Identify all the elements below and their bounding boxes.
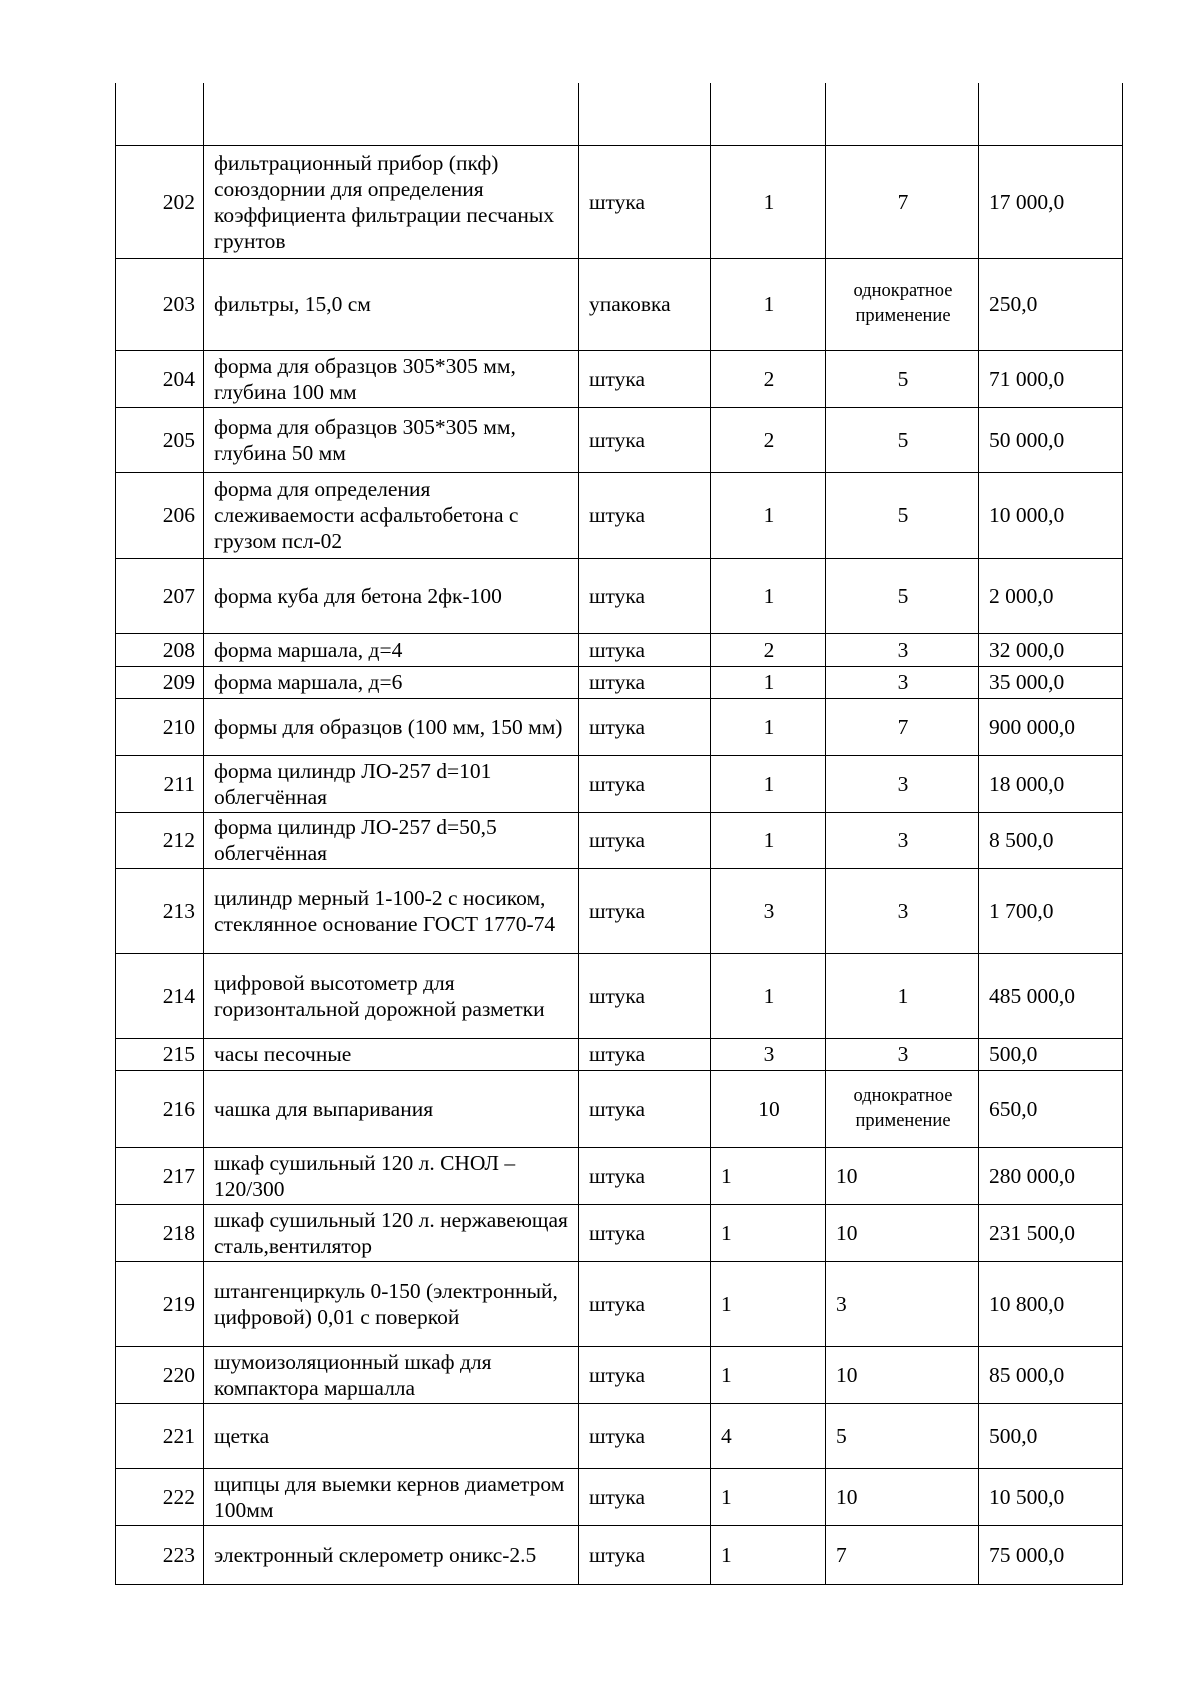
quantity-cell: 1 <box>711 1525 826 1584</box>
unit-cell: штука <box>579 558 711 633</box>
price-cell: 500,0 <box>979 1403 1123 1468</box>
item-name: шумоизоляционный шкаф для компактора маршалла <box>204 1346 579 1403</box>
item-name: форма маршала, д=6 <box>204 666 579 698</box>
unit-cell: штука <box>579 1038 711 1070</box>
row-number: 215 <box>116 1038 204 1070</box>
row-number: 210 <box>116 698 204 755</box>
table-row <box>116 83 1123 145</box>
service-life-cell: 3 <box>826 812 979 868</box>
item-name: форма цилиндр ЛО-257 d=50,5 облегчённая <box>204 812 579 868</box>
row-number: 203 <box>116 258 204 350</box>
price-cell: 71 000,0 <box>979 350 1123 407</box>
unit-cell: штука <box>579 698 711 755</box>
quantity-cell: 10 <box>711 1070 826 1147</box>
unit-cell: штука <box>579 1204 711 1261</box>
item-name: форма для определения слеживаемости асфальтобетона с грузом псл-02 <box>204 472 579 558</box>
item-name: шкаф сушильный 120 л. нержавеющая сталь,вентилятор <box>204 1204 579 1261</box>
price-cell: 75 000,0 <box>979 1525 1123 1584</box>
quantity-cell: 1 <box>711 1261 826 1346</box>
unit-cell: упаковка <box>579 258 711 350</box>
row-number: 220 <box>116 1346 204 1403</box>
quantity-cell <box>711 83 826 145</box>
quantity-cell: 2 <box>711 633 826 666</box>
row-number: 206 <box>116 472 204 558</box>
item-name: форма для образцов 305*305 мм, глубина 100 мм <box>204 350 579 407</box>
table-row <box>116 666 1123 698</box>
table-row <box>116 812 1123 868</box>
unit-cell: штука <box>579 666 711 698</box>
unit-cell: штука <box>579 755 711 812</box>
service-life-cell <box>826 83 979 145</box>
price-cell: 10 000,0 <box>979 472 1123 558</box>
row-number: 209 <box>116 666 204 698</box>
service-life-cell: однократное применение <box>826 1070 979 1147</box>
quantity-cell: 3 <box>711 868 826 953</box>
service-life-cell: 3 <box>826 1038 979 1070</box>
table-row <box>116 1525 1123 1584</box>
price-cell: 1 700,0 <box>979 868 1123 953</box>
price-cell: 18 000,0 <box>979 755 1123 812</box>
row-number: 202 <box>116 145 204 258</box>
quantity-cell: 1 <box>711 558 826 633</box>
table-row <box>116 1403 1123 1468</box>
table-row <box>116 350 1123 407</box>
row-number: 216 <box>116 1070 204 1147</box>
price-cell: 485 000,0 <box>979 953 1123 1038</box>
row-number: 217 <box>116 1147 204 1204</box>
item-name: часы песочные <box>204 1038 579 1070</box>
quantity-cell: 1 <box>711 812 826 868</box>
quantity-cell: 1 <box>711 145 826 258</box>
row-number: 223 <box>116 1525 204 1584</box>
table-row <box>116 698 1123 755</box>
service-life-cell: 5 <box>826 472 979 558</box>
service-life-cell: 10 <box>826 1147 979 1204</box>
quantity-cell: 1 <box>711 1204 826 1261</box>
row-number <box>116 83 204 145</box>
price-cell: 500,0 <box>979 1038 1123 1070</box>
service-life-cell: 3 <box>826 1261 979 1346</box>
table-row <box>116 633 1123 666</box>
item-name: электронный склерометр оникс-2.5 <box>204 1525 579 1584</box>
price-cell: 85 000,0 <box>979 1346 1123 1403</box>
item-name <box>204 83 579 145</box>
row-number: 212 <box>116 812 204 868</box>
row-number: 213 <box>116 868 204 953</box>
price-cell: 50 000,0 <box>979 407 1123 472</box>
service-life-cell: 5 <box>826 558 979 633</box>
quantity-cell: 1 <box>711 1468 826 1525</box>
quantity-cell: 1 <box>711 1346 826 1403</box>
service-life-cell: 7 <box>826 145 979 258</box>
item-name: форма для образцов 305*305 мм, глубина 50 мм <box>204 407 579 472</box>
service-life-cell: 7 <box>826 1525 979 1584</box>
table-row <box>116 1468 1123 1525</box>
service-life-cell: однократное применение <box>826 258 979 350</box>
item-name: штангенциркуль 0-150 (электронный, цифровой) 0,01 с поверкой <box>204 1261 579 1346</box>
service-life-cell: 10 <box>826 1346 979 1403</box>
table-row <box>116 145 1123 258</box>
item-name: цифровой высотометр для горизонтальной дорожной разметки <box>204 953 579 1038</box>
quantity-cell: 4 <box>711 1403 826 1468</box>
quantity-cell: 1 <box>711 755 826 812</box>
unit-cell: штука <box>579 1468 711 1525</box>
unit-cell: штука <box>579 1147 711 1204</box>
service-life-cell: 3 <box>826 633 979 666</box>
service-life-cell: 10 <box>826 1204 979 1261</box>
price-cell: 250,0 <box>979 258 1123 350</box>
item-name: щетка <box>204 1403 579 1468</box>
row-number: 214 <box>116 953 204 1038</box>
item-name: форма куба для бетона 2фк-100 <box>204 558 579 633</box>
item-name: форма цилиндр ЛО-257 d=101 облегчённая <box>204 755 579 812</box>
table-row <box>116 258 1123 350</box>
quantity-cell: 1 <box>711 698 826 755</box>
price-cell: 231 500,0 <box>979 1204 1123 1261</box>
table-row <box>116 1070 1123 1147</box>
price-cell <box>979 83 1123 145</box>
unit-cell: штука <box>579 407 711 472</box>
price-cell: 280 000,0 <box>979 1147 1123 1204</box>
row-number: 211 <box>116 755 204 812</box>
price-cell: 17 000,0 <box>979 145 1123 258</box>
table-row <box>116 953 1123 1038</box>
table-row <box>116 1261 1123 1346</box>
unit-cell: штука <box>579 633 711 666</box>
quantity-cell: 1 <box>711 666 826 698</box>
item-name: форма маршала, д=4 <box>204 633 579 666</box>
row-number: 205 <box>116 407 204 472</box>
service-life-cell: 3 <box>826 755 979 812</box>
item-name: шкаф сушильный 120 л. СНОЛ – 120/300 <box>204 1147 579 1204</box>
price-cell: 10 500,0 <box>979 1468 1123 1525</box>
price-cell: 650,0 <box>979 1070 1123 1147</box>
service-life-cell: 10 <box>826 1468 979 1525</box>
table-row <box>116 1346 1123 1403</box>
unit-cell: штука <box>579 953 711 1038</box>
table-row <box>116 755 1123 812</box>
quantity-cell: 1 <box>711 953 826 1038</box>
unit-cell: штука <box>579 145 711 258</box>
unit-cell: штука <box>579 868 711 953</box>
table-row <box>116 868 1123 953</box>
table-row <box>116 472 1123 558</box>
item-name: щипцы для выемки кернов диаметром 100мм <box>204 1468 579 1525</box>
table-row <box>116 1204 1123 1261</box>
unit-cell: штука <box>579 1403 711 1468</box>
unit-cell: штука <box>579 812 711 868</box>
unit-cell <box>579 83 711 145</box>
service-life-cell: 3 <box>826 868 979 953</box>
item-name: цилиндр мерный 1-100-2 с носиком, стеклянное основание ГОСТ 1770-74 <box>204 868 579 953</box>
item-name: фильтрационный прибор (пкф) союздорнии для определения коэффициента фильтрации песчаных грунтов <box>204 145 579 258</box>
item-name: чашка для выпаривания <box>204 1070 579 1147</box>
quantity-cell: 1 <box>711 258 826 350</box>
price-cell: 35 000,0 <box>979 666 1123 698</box>
table-row <box>116 558 1123 633</box>
row-number: 222 <box>116 1468 204 1525</box>
item-name: формы для образцов (100 мм, 150 мм) <box>204 698 579 755</box>
quantity-cell: 1 <box>711 472 826 558</box>
service-life-cell: 7 <box>826 698 979 755</box>
unit-cell: штука <box>579 1525 711 1584</box>
service-life-cell: 1 <box>826 953 979 1038</box>
equipment-table <box>115 83 1123 1585</box>
price-cell: 2 000,0 <box>979 558 1123 633</box>
row-number: 207 <box>116 558 204 633</box>
table-row <box>116 1147 1123 1204</box>
service-life-cell: 5 <box>826 350 979 407</box>
quantity-cell: 1 <box>711 1147 826 1204</box>
unit-cell: штука <box>579 1261 711 1346</box>
service-life-cell: 3 <box>826 666 979 698</box>
table-body <box>116 83 1123 1584</box>
quantity-cell: 2 <box>711 407 826 472</box>
quantity-cell: 2 <box>711 350 826 407</box>
price-cell: 8 500,0 <box>979 812 1123 868</box>
unit-cell: штука <box>579 1346 711 1403</box>
table-row <box>116 1038 1123 1070</box>
row-number: 204 <box>116 350 204 407</box>
quantity-cell: 3 <box>711 1038 826 1070</box>
service-life-cell: 5 <box>826 407 979 472</box>
unit-cell: штука <box>579 472 711 558</box>
row-number: 218 <box>116 1204 204 1261</box>
price-cell: 32 000,0 <box>979 633 1123 666</box>
item-name: фильтры, 15,0 см <box>204 258 579 350</box>
row-number: 221 <box>116 1403 204 1468</box>
price-cell: 10 800,0 <box>979 1261 1123 1346</box>
table-row <box>116 407 1123 472</box>
row-number: 208 <box>116 633 204 666</box>
unit-cell: штука <box>579 350 711 407</box>
price-cell: 900 000,0 <box>979 698 1123 755</box>
service-life-cell: 5 <box>826 1403 979 1468</box>
row-number: 219 <box>116 1261 204 1346</box>
unit-cell: штука <box>579 1070 711 1147</box>
